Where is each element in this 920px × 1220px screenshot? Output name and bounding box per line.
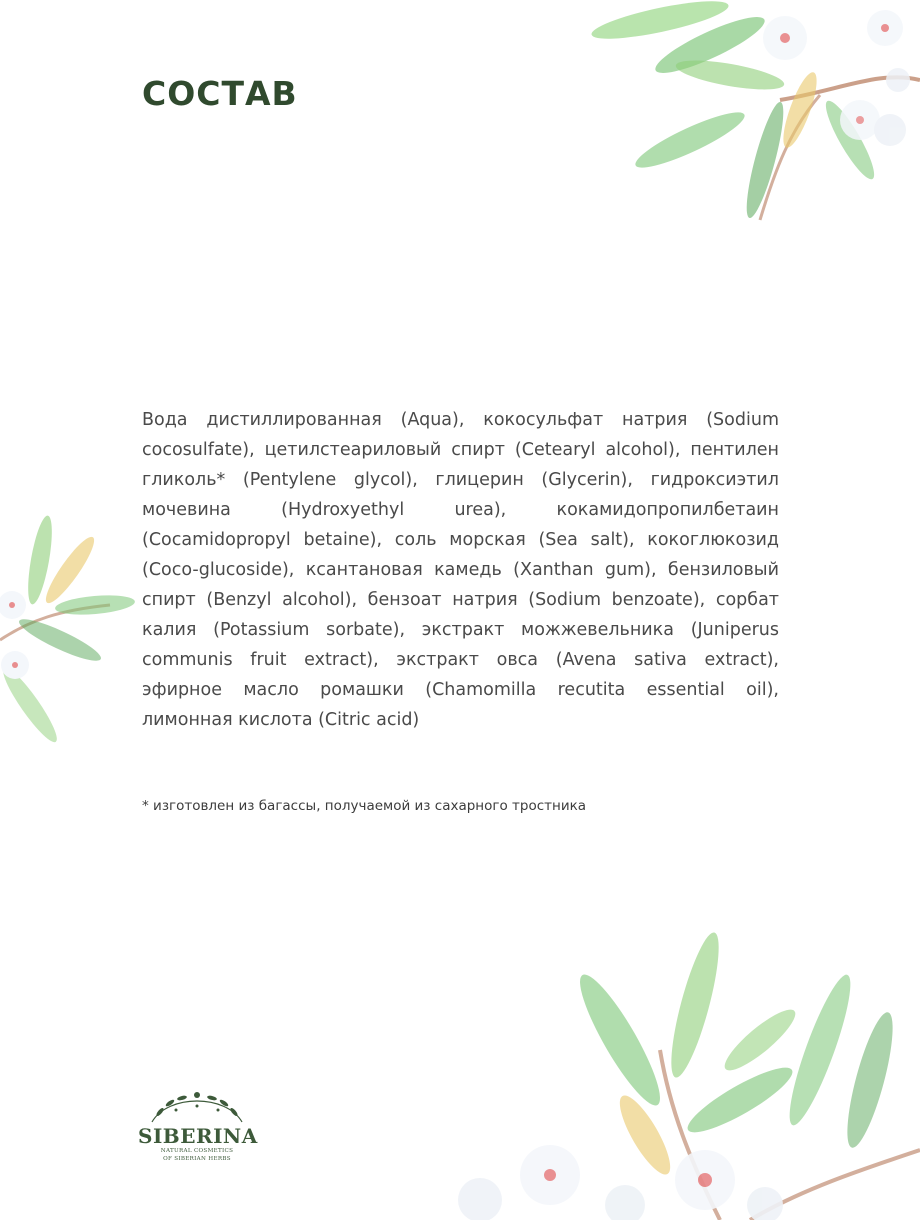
logo-brand-name: SIBERINA (138, 1124, 258, 1148)
page-title: СОСТАВ (142, 74, 298, 113)
logo-tagline-line2: OF SIBERIAN HERBS (163, 1156, 231, 1162)
footnote: * изготовлен из багассы, получаемой из сахарного тростника (142, 798, 587, 814)
brand-logo (138, 1086, 256, 1166)
floral-branch-top-icon (580, 0, 920, 230)
floral-branch-left-icon (0, 510, 140, 750)
logo-herb-wreath-icon (138, 1086, 256, 1126)
floral-branch-bottom-icon (420, 930, 920, 1220)
logo-tagline-line1: NATURAL COSMETICS (160, 1148, 234, 1154)
ingredients-list: Вода дистиллированная (Aqua), кокосульфат натрия (Sodium cocosulfate), цетилстеариловый спирт (Cetearyl alcohol), пентилен гликоль* (Pentylene glycol), глицерин (Glycerin), гидроксиэтил мочевина (Hydroxyethyl urea), кокамидопропилбетаин (Cocamidopropyl betaine), соль морская (Sea salt), кокоглюкозид (Coco-glucoside), ксантановая камедь (Xanthan gum), бензиловый спирт (Benzyl alcohol), бензоат натрия (Sodium benzoate), сорбат калия (Potassium sorbate), экстракт можжевельника (Juniperus communis fruit extract), экстракт овса (Avena sativa extract), эфирное масло ромашки (Chamomilla recutita essential oil), лимонная кислота (Citric acid) (142, 410, 779, 730)
